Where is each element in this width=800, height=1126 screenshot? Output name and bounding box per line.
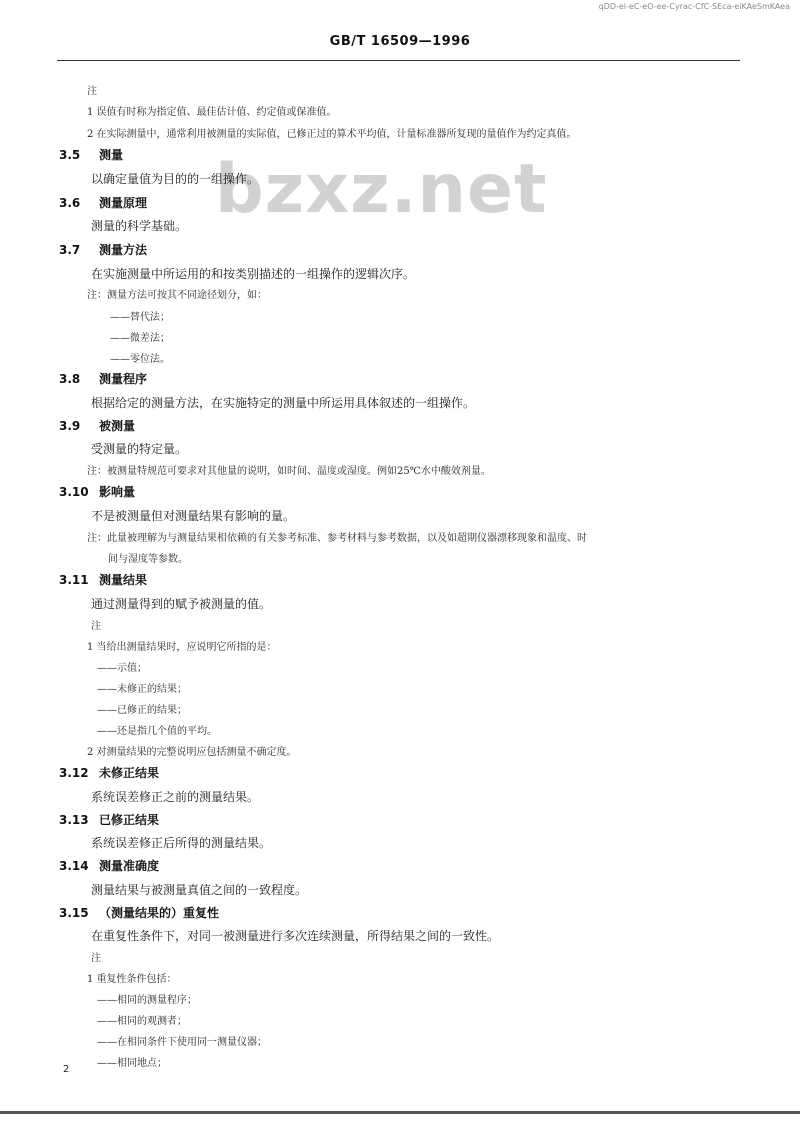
definition-text: 以确定量值为目的的一组操作。 [91,172,260,186]
header-rule [57,60,740,61]
note-text: ——未修正的结果； [97,684,187,695]
note-text: ——零位法。 [110,354,170,365]
note-text: ——相同的测量程序； [97,995,197,1006]
definition-text: 在重复性条件下，对同一被测量进行多次连续测量，所得结果之间的一致性。 [91,929,500,943]
section-number: 3.9 [59,419,81,433]
note-text: ——已修正的结果； [97,705,187,716]
section-heading [59,764,159,781]
section-number: 3.11 [59,573,89,587]
definition-text: 系统误差修正之前的测量结果。 [91,790,260,804]
section-title: 测量 [99,148,124,162]
note-text: ——相同地点； [97,1058,167,1069]
section-title: 已修正结果 [99,813,160,827]
page-number: 2 [63,1064,70,1075]
note-text: ——相同的观测者； [97,1016,187,1027]
section-number: 3.15 [59,906,89,920]
definition-text: 测量的科学基础。 [91,219,188,233]
standard-code-header: GB/T 16509—1996 [329,34,471,49]
definition-text: 受测量的特定量。 [91,442,188,456]
section-number: 3.5 [59,148,81,162]
definition-text: 不是被测量但对测量结果有影响的量。 [91,509,296,523]
section-title: 被测量 [99,419,136,433]
section-heading [59,194,147,211]
definition-text: 系统误差修正后所得的测量结果。 [91,836,272,850]
definition-text: 根据给定的测量方法，在实施特定的测量中所运用具体叙述的一组操作。 [91,396,476,410]
watermark: bzxz.net [215,150,548,229]
section-heading [59,904,219,921]
section-number: 3.6 [59,196,81,210]
note-text: ——还是指几个值的平均。 [97,726,217,737]
note-text: 2 在实际测量中，通常利用被测量的实际值，已修正过的算术平均值，计量标准器所复现的量值作为约定真值。 [87,129,577,140]
note-text: 注：被测量特规范可要求对其他量的说明，如时间、温度或湿度。例如25℃水中酸效剂量。 [87,466,491,477]
note-text: 注 [87,86,97,97]
section-title: 测量结果 [99,573,148,587]
note-text: 注 [91,621,101,632]
section-title: 测量方法 [99,243,148,257]
section-heading [59,370,147,387]
section-number: 3.14 [59,859,89,873]
section-heading [59,857,159,874]
section-title: 未修正结果 [99,766,160,780]
section-number: 3.8 [59,372,81,386]
note-text: ——替代法； [110,312,170,323]
section-heading [59,241,147,258]
section-title: 测量准确度 [99,859,160,873]
section-title: （测量结果的）重复性 [99,906,220,920]
source-url-text: qDD-ei-eC-eO-ee-Cyrac-CfC-SEca-eiKAeSmKAea [598,2,790,11]
definition-text: 通过测量得到的赋予被测量的值。 [91,597,272,611]
note-text: 1 误值有时称为指定值、最佳估计值、约定值或保准值。 [87,107,337,118]
section-heading [59,483,135,500]
note-text: 2 对测量结果的完整说明应包括测量不确定度。 [87,747,297,758]
definition-text: 测量结果与被测量真值之间的一致程度。 [91,883,308,897]
note-text: 间与湿度等参数。 [108,554,188,565]
section-number: 3.7 [59,243,81,257]
note-text: ——微差法； [110,333,170,344]
note-text: 1 当给出测量结果时，应说明它所指的是： [87,642,277,653]
section-title: 测量程序 [99,372,148,386]
section-heading [59,811,159,828]
note-text: 注 [91,953,101,964]
section-number: 3.13 [59,813,89,827]
section-heading [59,146,123,163]
note-text: 注：此量被理解为与测量结果相依赖的有关参考标准、参考材料与参考数据，以及如超期仪器漂移现象和温度、时 [87,533,587,544]
section-heading [59,571,147,588]
definition-text: 在实施测量中所运用的和按类别描述的一组操作的逻辑次序。 [91,267,416,281]
section-number: 3.10 [59,485,89,499]
note-text: ——在相同条件下使用同一测量仪器； [97,1037,267,1048]
section-title: 测量原理 [99,196,148,210]
note-text: ——示值； [97,663,147,674]
section-number: 3.12 [59,766,89,780]
section-heading [59,417,135,434]
section-title: 影响量 [99,485,136,499]
footer-rule [0,1111,800,1114]
note-text: 注：测量方法可按其不同途径划分，如： [87,290,267,301]
note-text: 1 重复性条件包括： [87,974,177,985]
